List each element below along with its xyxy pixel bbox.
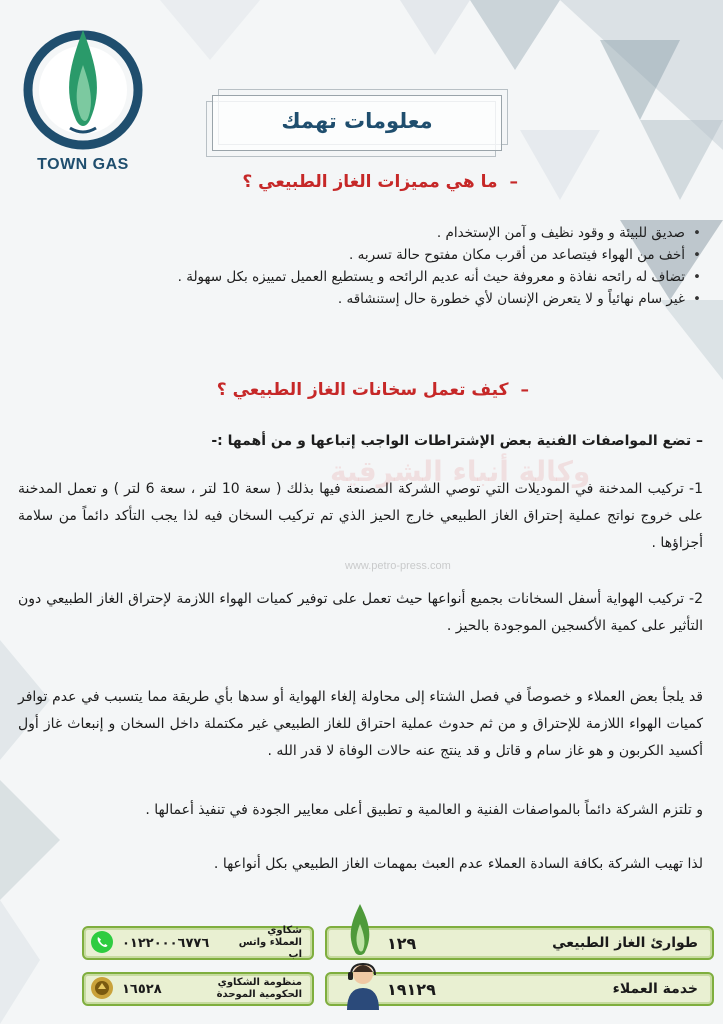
whatsapp-contact — [82, 926, 314, 960]
page-title: معلومات تهمك — [281, 109, 433, 133]
whatsapp-label: شكاوي العملاء واتس اب — [238, 925, 302, 960]
list-item: • أخف من الهواء فيتصاعد من أقرب مكان مفتوح حالة تسربه . — [20, 244, 703, 266]
logo-text: TOWN GAS — [37, 156, 129, 173]
customer-service-contact — [325, 972, 714, 1006]
list-item: • تضاف له رائحه نفاذة و معروفة حيث أنه عديم الرائحه و يستطيع العميل تمييزه بكل سهولة . — [20, 266, 703, 288]
watermark-arabic: وكالة أنباء الشرقية — [330, 455, 591, 488]
intro-paragraph: – تضع المواصفات الفنية بعض الإشتراطات الواجب إتباعها و من أهمها :- — [211, 433, 703, 449]
watermark-url: www.petro-press.com — [345, 560, 451, 572]
features-list — [20, 222, 703, 310]
whatsapp-number: ٠١٢٢٠٠٠٦٧٧٦ — [122, 935, 210, 951]
paragraph-warning: قد يلجأ بعض العملاء و خصوصاً في فصل الشتاء إلى محاولة إلغاء الهواية أو سدها بأي طريقة مما يتسبب في عدم توافر كميات الهواء اللازمة للإحتراق و من ثم حدوث عملية احتراق للغاز الطبيعي غير مكتملة داخل السخان و إنبعاث غاز أول أكسيد الكربون و هو غاز سام و قاتل و قد ينتج عنه حالات الوفاة لا قدر الله . — [18, 689, 703, 759]
paragraph-chimney: 1- تركيب المدخنة في الموديلات التي توصي الشركة المصنعة فيها بذلك ( سعة 10 لتر ، سعة 6 لتر ) و تعمل المدخنة على خروج نواتج عملية إحتراق الغاز الطبيعي خارج الحيز الذي تم تركيب السخان فيه لذا يجب التأكد دائماً من سلامة أجزاؤها . — [18, 481, 703, 551]
flame-icon — [343, 902, 377, 960]
emergency-label: طوارئ الغاز الطبيعي — [552, 935, 698, 951]
list-item: • صديق للبيئة و وقود نظيف و آمن الإستخدام . — [20, 222, 703, 244]
section-heading-features: –ما هي مميزات الغاز الطبيعي ؟ — [242, 172, 518, 192]
emergency-contact — [325, 926, 714, 960]
paragraph-commitment: و تلتزم الشركة دائماً بالمواصفات الفنية و العالمية و تطبيق أعلى معايير الجودة في تنفيذ أعمالها . — [145, 802, 703, 818]
paragraph-ventilation: 2- تركيب الهواية أسفل السخانات بجميع أنواعها حيث تعمل على توفير كميات الهواء اللازمة لإحتراق الغاز الطبيعي دون التأثير على كمية الأكسجين الموجودة بالحيز . — [18, 591, 703, 634]
heading-text: كيف تعمل سخانات الغاز الطبيعي ؟ — [216, 380, 509, 400]
gov-complaints-contact — [82, 972, 314, 1006]
customer-service-label: خدمة العملاء — [612, 981, 698, 997]
emergency-number: ١٢٩ — [387, 933, 417, 953]
list-item: • غير سام نهائياً و لا يتعرض الإنسان لأي خطورة حال إستنشاقه . — [20, 288, 703, 310]
flame-logo-icon — [18, 10, 148, 156]
heading-text: ما هي مميزات الغاز الطبيعي ؟ — [242, 172, 498, 192]
paragraph-appeal: لذا تهيب الشركة بكافة السادة العملاء عدم العبث بمهمات الغاز الطبيعي بكل أنواعها . — [213, 856, 703, 872]
title-box — [212, 95, 502, 151]
agent-icon — [343, 958, 383, 1010]
town-gas-logo — [18, 10, 148, 180]
section-heading-heaters: –كيف تعمل سخانات الغاز الطبيعي ؟ — [216, 380, 529, 400]
whatsapp-icon — [90, 930, 114, 954]
customer-service-number: ١٩١٢٩ — [387, 979, 436, 999]
gov-label: منظومة الشكاوي الحكومية الموحدة — [216, 977, 302, 1000]
gov-number: ١٦٥٢٨ — [122, 981, 162, 997]
seal-icon — [90, 976, 114, 1000]
